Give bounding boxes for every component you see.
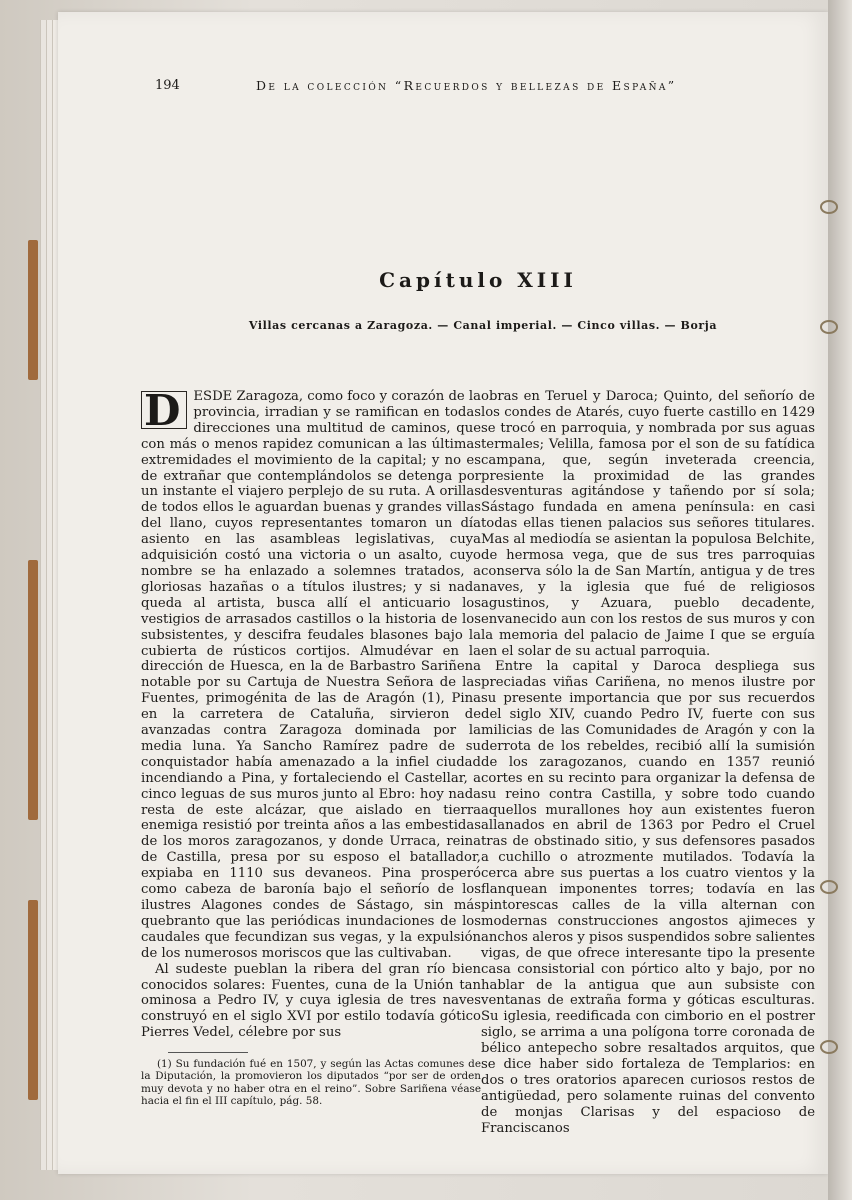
- right-column: [481, 389, 815, 1137]
- page-number: 194: [155, 78, 180, 93]
- paragraph: obras en Teruel y Daroca; Quinto, del señorío de los condes de Atarés, cuyo fuerte castillo en 1429 se trocó en parroquia, y nombrada por sus aguas termales; Velilla, famosa por el son de su fatídica campana, que, según inveterada creencia, presiente la proximidad de las grandes desventuras agitándose y tañendo por sí sola; Sástago fundada en amena península: en casi todas ellas tienen palacios sus señores titulares. Mas al mediodía se asientan la populosa Belchite, de hermosa vega, que de sus tres parroquias conserva sólo la de San Martín, antigua y de tres naves, y la iglesia que fué de religiosos agustinos, y Azuara, pueblo decadente, envanecido aun con los restos de sus muros y con la memoria del palacio de Jaime I que se erguía en el solar de su actual parroquia.: [481, 389, 815, 659]
- binding-thread: [820, 200, 838, 214]
- paragraph-text: ESDE Zaragoza, como foco y corazón de la provincia, irradian y se ramifican en todas direcciones una multitud de caminos, que con más o menos rapidez comunican a las últimas extremidades el movimiento de la capital; y no es de extrañar que contemplándolos se detenga por un instante el viajero perplejo de su ruta. A orillas de todos ellos le aguardan buenas y grandes villas del llano, cuyos representantes tomaron un día asiento en las asambleas legislativas, cuya adquisición costó una victoria o un asalto, cuyo nombre se ha enlazado a solemnes tratados, a gloriosas hazañas o a títulos ilustres; y si nada queda al artista, busca allí el anticuario los vestigios de arrasados castillos o la historia de los subsistentes, y descifra feudales blasones bajo la cubierta de rústicos cortijos. Almudévar en la dirección de Huesca, en la de Barbastro Sariñena notable por su Cartuja de Nuestra Señora de las Fuentes, primogénita de las de Aragón (1), Pina en la carretera de Cataluña, sirvieron de avanzadas contra Zaragoza dominada por la media luna. Ya Sancho Ramírez padre de su conquistador había amenazado a la infiel ciudad incendiando a Pina, y fortaleciendo el Castellar, a cinco leguas de sus muros junto al Ebro: hoy nada resta de este alcázar, que aislado en tierra enemiga resistió por treinta años a las embestidas de los moros zaragozanos, y donde Urraca, reina de Castilla, presa por su esposo el batallador, expiaba en 1110 sus devaneos. Pina prosperó como cabeza de baronía bajo el señorío de los ilustres Alagones condes de Sástago, sin más quebranto que las periódicas inundaciones de los caudales que fecundizan sus vegas, y la expulsión de los numerosos moriscos que las cultivaban.: [141, 389, 481, 961]
- binding-thread: [820, 320, 838, 334]
- spine-tab: [28, 900, 38, 1100]
- paragraph: Al sudeste pueblan la ribera del gran río bien conocidos solares: Fuentes, cuna de la Unión tan ominosa a Pedro IV, y cuya iglesia de tres naves construyó en el siglo XVI por estilo todavía gótico Pierres Vedel, célebre por sus: [141, 961, 481, 1041]
- chapter-subtitle: Villas cercanas a Zaragoza. — Canal imperial. — Cinco villas. — Borja: [248, 319, 718, 332]
- binding-edge: [828, 0, 852, 1200]
- paragraph: Entre la capital y Daroca despliega sus preciadas viñas Cariñena, no menos ilustre por su presente importancia que por sus recuerdos del siglo XIV, cuando Pedro IV, fuerte con sus milicias de las Comunidades de Aragón y con la derrota de los rebeldes, recibió allí la sumisión de los zaragozanos, cuando en 1357 reunió cortes en su recinto para organizar la defensa de su reino contra Castilla, y sobre todo cuando aquellos murallones hoy aun existentes fueron allanados en abril de 1363 por Pedro el Cruel tras de obstinado sitio, y sus defensores pasados a cuchillo o atrozmente mutilados. Todavía la cerca abre sus puertas a los cuatro vientos y la flanquean imponentes torres; todavía en las pintorescas calles de la villa alternan con modernas construcciones angostos ajimeces y anchos aleros y pisos suspendidos sobre salientes vigas, de que ofrece interesante tipo la presente casa consistorial con pórtico alto y bajo, por no hablar de la antigua que aun subsiste con ventanas de extraña forma y góticas esculturas. Su iglesia, reedificada con cimborio en el postrer siglo, se arrima a una polígona torre coronada de bélico antepecho sobre resaltados arquitos, que se dice haber sido fortaleza de Templarios: en dos o tres oratorios aparecen curiosos restos de antigüedad, pero solamente ruinas del convento de monjas Clarisas y del espacioso de Franciscanos: [481, 659, 815, 1136]
- drop-cap: D: [141, 391, 187, 429]
- binding-thread: [820, 880, 838, 894]
- running-head-title: De la colección “Recuerdos y bellezas de España”: [256, 78, 677, 93]
- footnote-rule: [168, 1052, 248, 1053]
- spine-tab: [28, 240, 38, 380]
- book-page: [58, 12, 828, 1174]
- spine-tab: [28, 560, 38, 820]
- binding-thread: [820, 1040, 838, 1054]
- footnote: (1) Su fundación fué en 1507, y según las Actas comunes de la Diputación, la promovieron los diputados “por ser de orden muy devota y no haber otra en el reino”. Sobre Sariñena véase hacia el fin el III capítulo, pág. 58.: [141, 1058, 481, 1108]
- left-column: [141, 386, 481, 1041]
- paragraph: [141, 386, 481, 962]
- chapter-title: Capítulo XIII: [379, 268, 577, 292]
